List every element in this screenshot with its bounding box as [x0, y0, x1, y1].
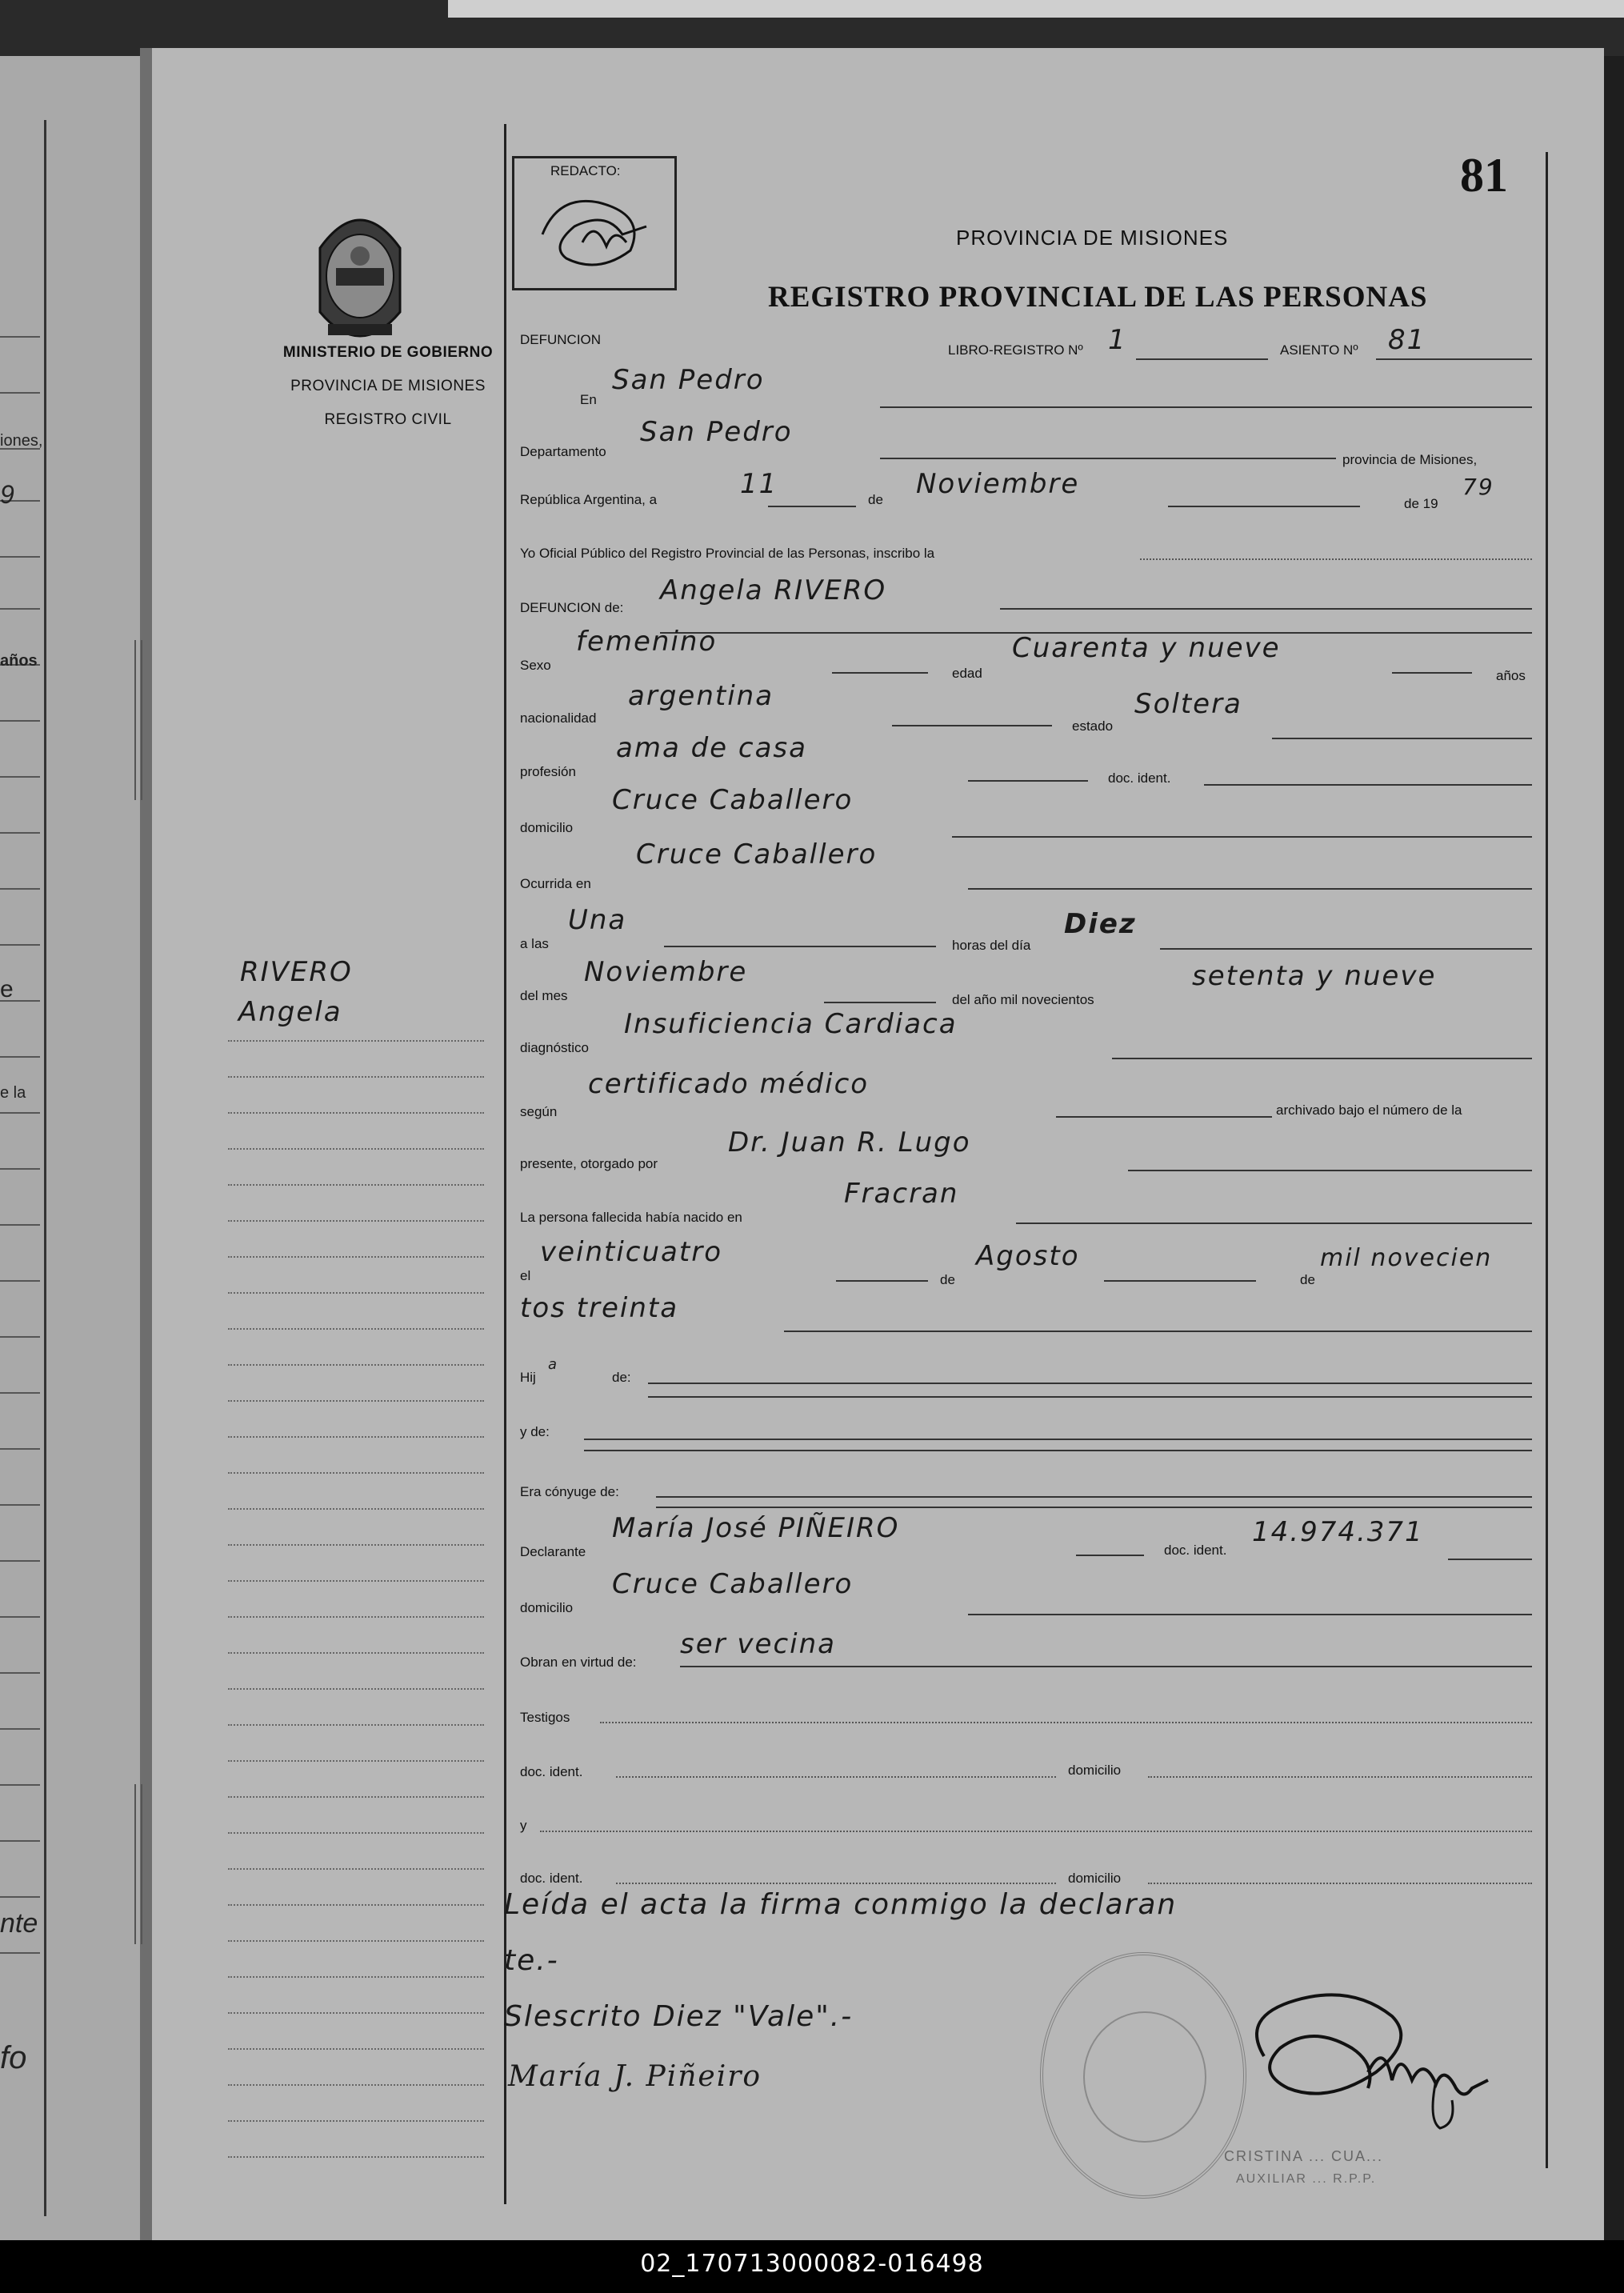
binding-stitch	[134, 640, 142, 800]
defuncion-label: DEFUNCION	[520, 332, 602, 347]
segun-value: certificado médico	[588, 1068, 870, 1100]
margin-surname: RIVERO	[240, 956, 353, 988]
stamp-title-line: AUXILIAR ... R.P.P.	[1236, 2172, 1377, 2186]
doc-ident-label: doc. ident.	[1108, 770, 1171, 786]
otorgado-value: Dr. Juan R. Lugo	[728, 1126, 971, 1159]
nac-ano-value-2: tos treinta	[520, 1292, 679, 1324]
closing-line-1: Leída el acta la firma conmigo la declaran	[504, 1888, 1178, 1921]
hij-label: Hij	[520, 1370, 536, 1385]
page-number: 81	[1460, 149, 1508, 202]
del-ano-label: del año mil novecientos	[952, 992, 1094, 1007]
redacto-stamp	[512, 156, 677, 290]
initials-signature-icon	[534, 178, 662, 278]
closing-line-3: Slescrito Diez "Vale".-	[504, 2000, 854, 2033]
hij-de-label: de:	[612, 1370, 631, 1385]
asiento-value: 81	[1388, 324, 1426, 356]
oficial-statement: Yo Oficial Público del Registro Provincial de las Personas, inscribo la	[520, 546, 935, 561]
ministry-province: PROVINCIA DE MISIONES	[290, 378, 486, 394]
archivado-label: archivado bajo el número de la	[1276, 1102, 1462, 1118]
estado-value: Soltera	[1134, 688, 1242, 720]
domicilio-value: Cruce Caballero	[612, 784, 854, 816]
left-fragment: e	[0, 976, 14, 1002]
libro-value: 1	[1108, 324, 1127, 356]
ministry-office: REGISTRO CIVIL	[324, 411, 452, 428]
declarant-signature: María J. Piñeiro	[508, 2060, 762, 2093]
redacto-label: REDACTO:	[550, 163, 621, 178]
conyuge-label: Era cónyuge de:	[520, 1484, 619, 1499]
asiento-label: ASIENTO Nº	[1280, 342, 1358, 358]
segun-label: según	[520, 1104, 558, 1119]
edad-value: Cuarenta y nueve	[1012, 632, 1281, 664]
departamento-value: San Pedro	[640, 416, 793, 448]
mes-texto-value: Noviembre	[584, 956, 748, 988]
day-value: 11	[740, 468, 778, 500]
left-fragment: nte	[0, 1908, 38, 1939]
a-las-label: a las	[520, 936, 549, 951]
book-frame-edge	[448, 0, 1624, 18]
estado-label: estado	[1072, 718, 1114, 734]
edad-label: edad	[952, 666, 982, 681]
registry-title: REGISTRO PROVINCIAL DE LAS PERSONAS	[768, 281, 1428, 314]
sexo-label: Sexo	[520, 658, 551, 673]
official-signature-icon	[1232, 1968, 1496, 2136]
ministry-name: MINISTERIO DE GOBIERNO	[282, 344, 494, 361]
y-label: y	[520, 1818, 527, 1833]
hora-value: Una	[568, 904, 627, 936]
left-fragment: 9	[0, 480, 14, 509]
y-de-label: y de:	[520, 1424, 550, 1439]
domicilio2-label: domicilio	[520, 1600, 574, 1615]
anos-label: años	[1496, 668, 1526, 683]
sexo-value: femenino	[576, 626, 718, 658]
year-label: de 19	[1404, 496, 1438, 511]
binding-stitch	[134, 1784, 142, 1944]
nac-dia-value: veinticuatro	[540, 1236, 722, 1268]
en-label: En	[580, 392, 597, 407]
month-value: Noviembre	[916, 468, 1080, 500]
domicilio3-label: domicilio	[1068, 1763, 1122, 1778]
nacionalidad-label: nacionalidad	[520, 710, 597, 726]
declarante-domicilio-value: Cruce Caballero	[612, 1568, 854, 1600]
testigos-label: Testigos	[520, 1710, 570, 1725]
presente-label: presente, otorgado por	[520, 1156, 658, 1171]
file-id-label: 02_170713000082-016498	[640, 2250, 984, 2278]
de-label: de	[868, 492, 883, 507]
left-fragment: años	[0, 652, 38, 670]
left-fragment: fo	[0, 2040, 27, 2075]
departamento-label: Departamento	[520, 444, 606, 459]
libro-label: LIBRO-REGISTRO Nº	[948, 342, 1083, 358]
declarante-label: Declarante	[520, 1544, 586, 1559]
official-round-stamp	[1040, 1952, 1246, 2199]
doc-ident3-label: doc. ident.	[520, 1764, 583, 1779]
obran-value: ser vecina	[680, 1628, 836, 1660]
nacionalidad-value: argentina	[628, 680, 774, 712]
nacido-label: La persona fallecida había nacido en	[520, 1210, 742, 1225]
republica-label: República Argentina, a	[520, 492, 658, 507]
doc-ident4-label: doc. ident.	[520, 1871, 583, 1886]
left-fragment: e la	[0, 1084, 26, 1102]
nacido-en-value: Fracran	[844, 1178, 959, 1210]
year-value: 79	[1462, 474, 1494, 500]
diagnostico-value: Insuficiencia Cardiaca	[624, 1008, 958, 1040]
nac-mes-value: Agosto	[976, 1240, 1080, 1272]
de2-label: de	[940, 1272, 955, 1287]
horas-label: horas del día	[952, 938, 1031, 953]
ocurrida-value: Cruce Caballero	[636, 838, 878, 870]
de3-label: de	[1300, 1272, 1315, 1287]
margin-given-name: Angela	[238, 996, 342, 1028]
en-value: San Pedro	[612, 364, 765, 396]
provincial-seal-icon	[304, 200, 416, 352]
deceased-name-value: Angela RIVERO	[660, 574, 887, 606]
left-fragment: iones,	[0, 432, 43, 450]
diagnostico-label: diagnóstico	[520, 1040, 590, 1055]
nac-ano-value-1: mil novecien	[1320, 1244, 1493, 1272]
previous-page-edge	[0, 56, 140, 2240]
el-label: el	[520, 1268, 531, 1283]
declarante-doc-value: 14.974.371	[1252, 1516, 1424, 1548]
domicilio-label: domicilio	[520, 820, 574, 835]
del-mes-label: del mes	[520, 988, 568, 1003]
stamp-name-line: CRISTINA ... CUA...	[1224, 2148, 1384, 2164]
obran-label: Obran en virtud de:	[520, 1655, 637, 1670]
declarante-value: María José PIÑEIRO	[612, 1512, 900, 1544]
province-title: PROVINCIA DE MISIONES	[956, 226, 1229, 250]
closing-line-2: te.-	[504, 1944, 559, 1977]
defuncion-de-label: DEFUNCION de:	[520, 600, 624, 615]
provincia-label: provincia de Misiones,	[1342, 452, 1478, 467]
death-certificate-page	[152, 48, 1604, 2244]
hij-suffix: a	[548, 1356, 559, 1373]
profesion-label: profesión	[520, 764, 576, 779]
profesion-value: ama de casa	[616, 732, 807, 764]
domicilio4-label: domicilio	[1068, 1871, 1122, 1886]
doc-ident2-label: doc. ident.	[1164, 1543, 1227, 1558]
ano-texto-value: setenta y nueve	[1192, 960, 1437, 992]
dia-texto-value: Diez	[1064, 908, 1137, 940]
ocurrida-label: Ocurrida en	[520, 876, 591, 891]
